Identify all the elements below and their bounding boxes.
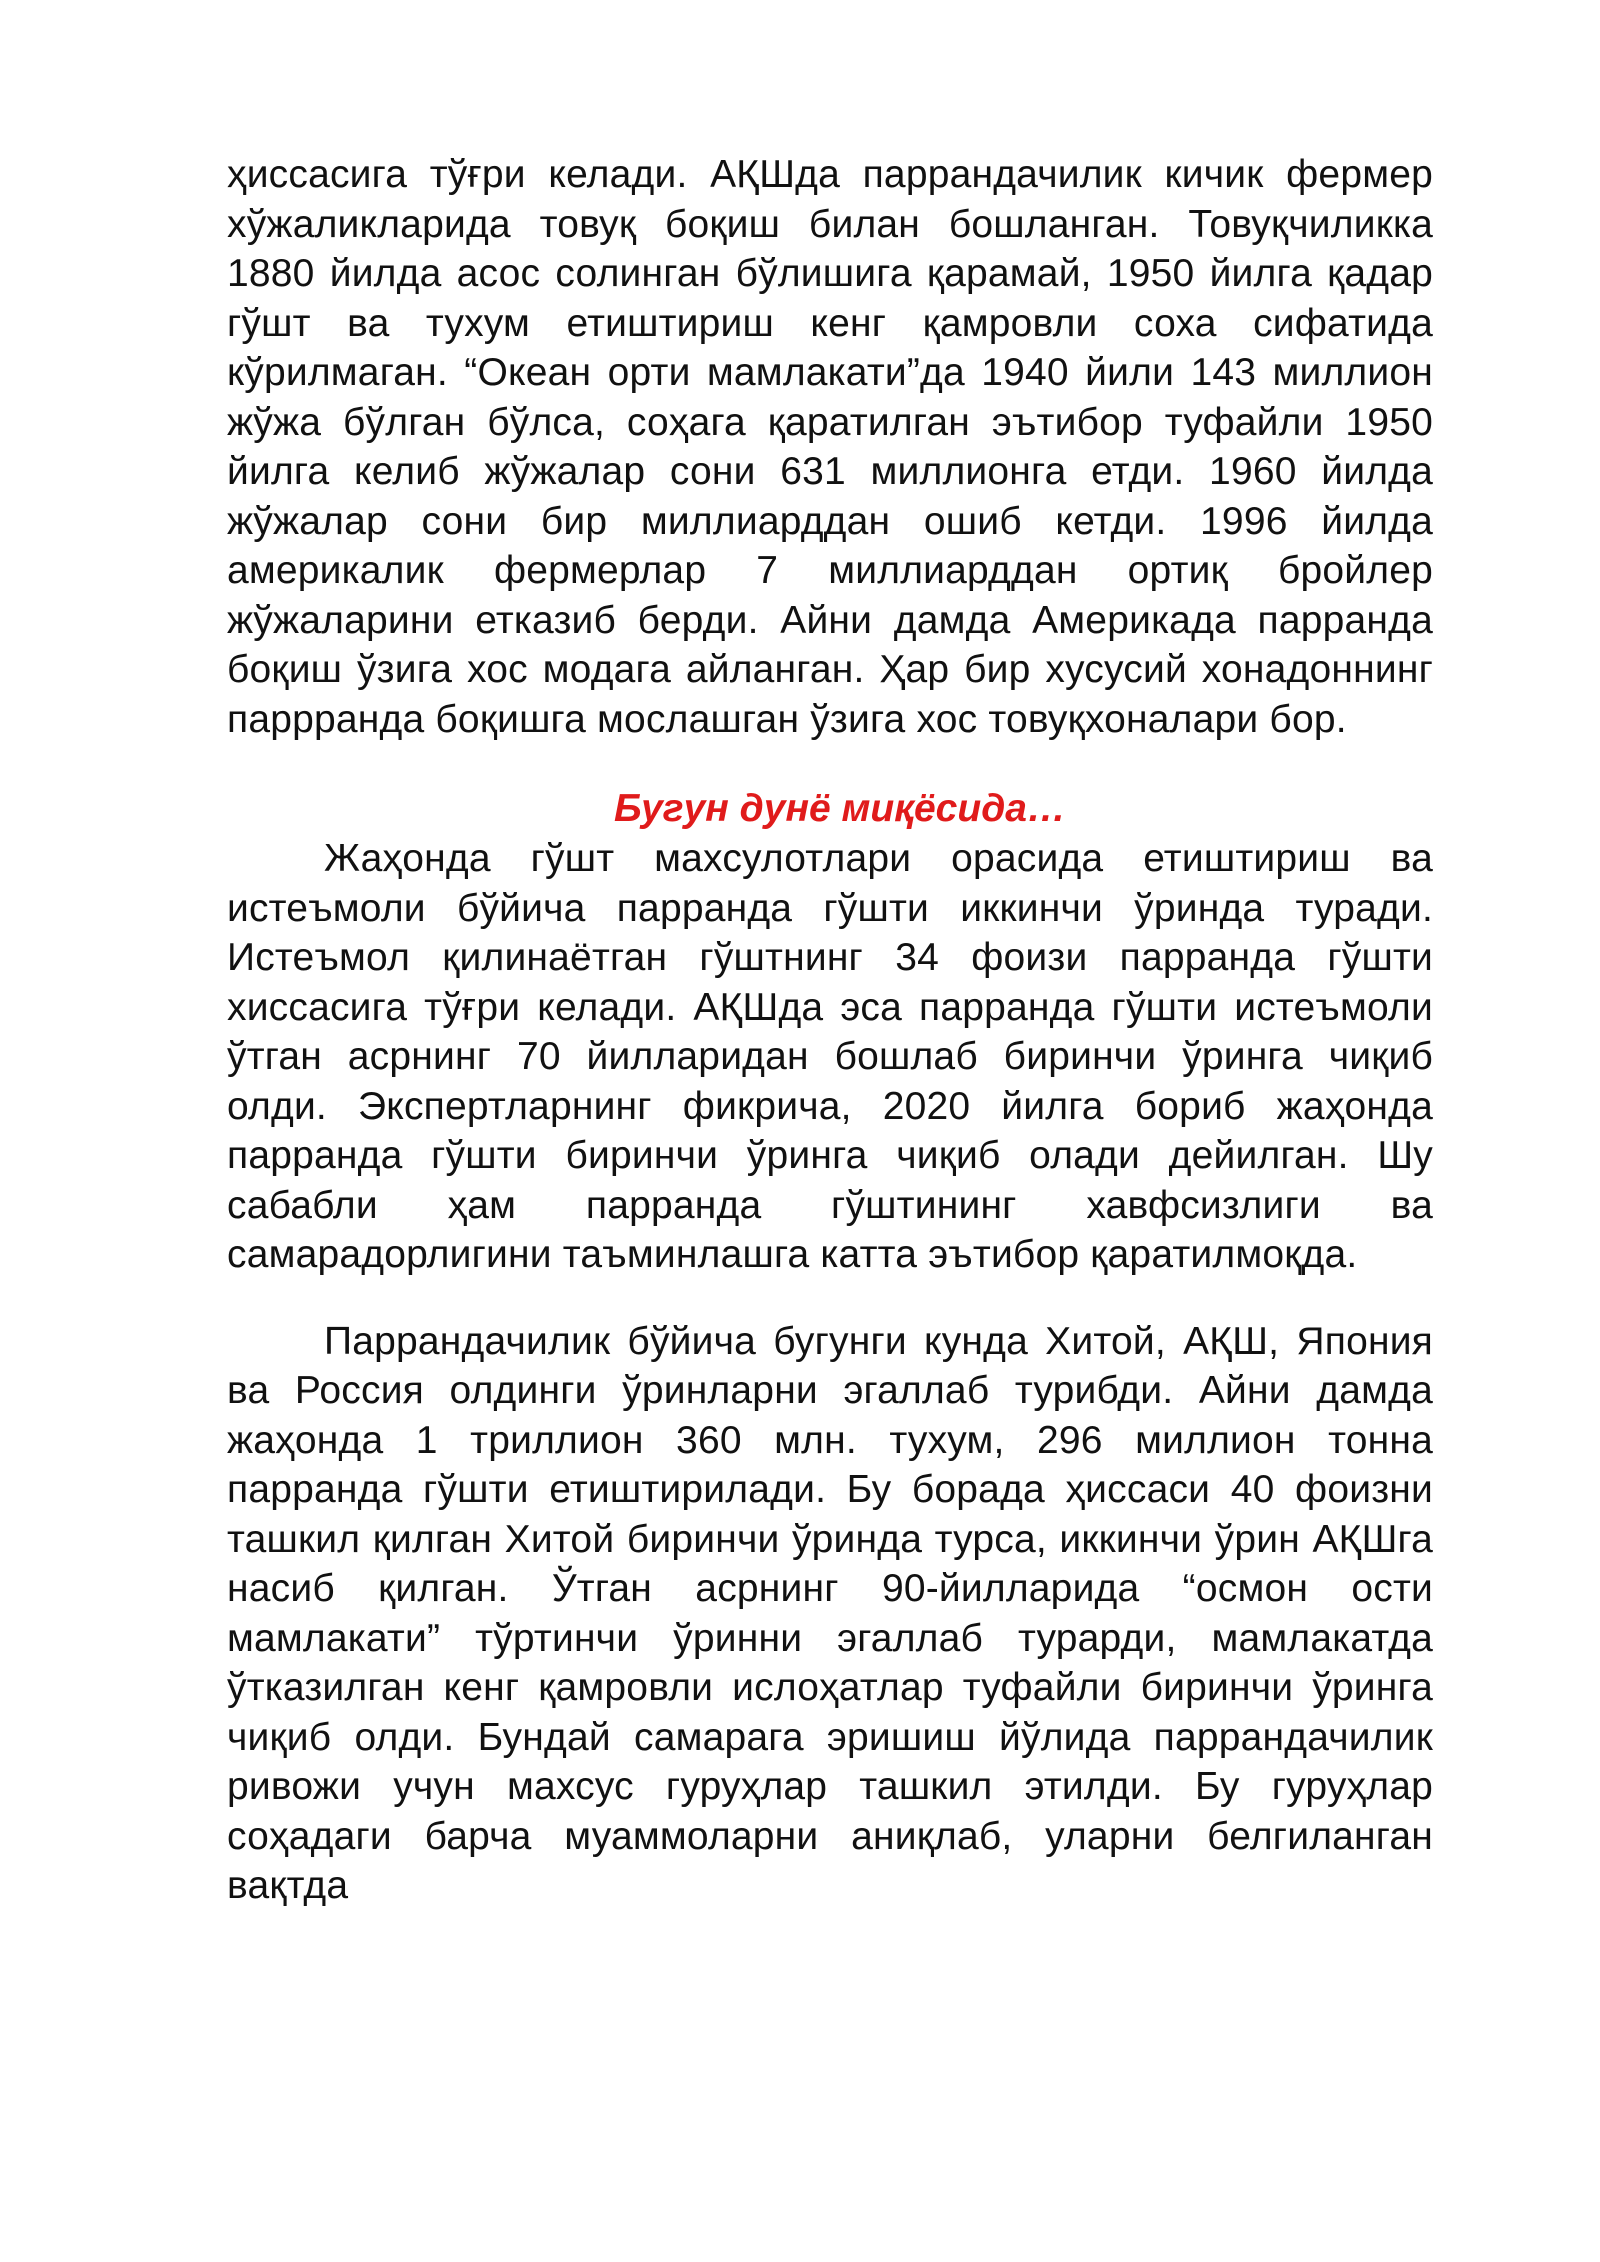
section-heading: Бугун дунё миқёсида… — [613, 787, 1066, 830]
paragraph-world-scale: Жаҳонда гўшт махсулотлари орасида етиштириш ва истеъмоли бўйича парранда гўшти иккинчи ўринда туради. Истеъмол қилинаётган гўштнинг 34 фоизи парранда гўшти хиссасига тўғри келади. АҚШда эса парранда гўшти истеъмоли ўтган асрнинг 70 йилларидан бошлаб биринчи ўринга чиқиб олди. Экспертларнинг фикрича, 2020 йилга бориб жаҳонда парранда гўшти биринчи ўринга чиқиб олади дейилган. Шу сабабли ҳам парранда гўштининг хавфсизлиги ва самарадорлигини таъминлашга катта эътибор қаратилмоқда. — [227, 837, 1433, 1276]
paragraph-leaders: Паррандачилик бўйича бугунги кунда Хитой, АҚШ, Япония ва Россия олдинги ўринларни эгаллаб турибди. Айни дамда жаҳонда 1 триллион 360 млн. тухум, 296 миллион тонна парранда гўшти етиштирилади. Бу борада ҳиссаси 40 фоизни ташкил қилган Хитой биринчи ўринда турса, иккинчи ўрин АҚШга насиб қилган. Ўтган асрнинг 90-йилларида “осмон ости мамлакати” тўртинчи ўринни эгаллаб турарди, мамлакатда ўтказилган кенг қамровли ислоҳатлар туфайли биринчи ўринга чиқиб олди. Бундай самарага эришиш йўлида паррандачилик ривожи учун махсус гуруҳлар ташкил этилди. Бу гуруҳлар соҳадаги барча муаммоларни аниқлаб, уларни белгиланган вақтда — [227, 1319, 1433, 1907]
document-page — [227, 150, 1433, 1911]
paragraph-gap — [227, 1280, 1433, 1317]
paragraph-continued: ҳиссасига тўғри келади. АҚШда паррандачилик кичик фермер хўжаликларида товуқ боқиш билан бошланган. Товуқчиликка 1880 йилда асос солинган бўлишига қарамай, 1950 йилга қадар гўшт ва тухум етиштириш кенг қамровли соха сифатида кўрилмаган. “Океан орти мамлакати”да 1940 йили 143 миллион жўжа бўлган бўлса, соҳага қаратилган эътибор туфайли 1950 йилга келиб жўжалар сони 631 миллионга етди. 1960 йилда жўжалар сони бир миллиарддан ошиб кетди. 1996 йилда америкалик фермерлар 7 миллиарддан ортиқ бройлер жўжаларини етказиб берди. Айни дамда Америкада парранда боқиш ўзига хос модага айланган. Ҳар бир хусусий хонадоннинг паррранда боқишга мослашган ўзига хос товуқхоналари бор. — [227, 153, 1433, 741]
